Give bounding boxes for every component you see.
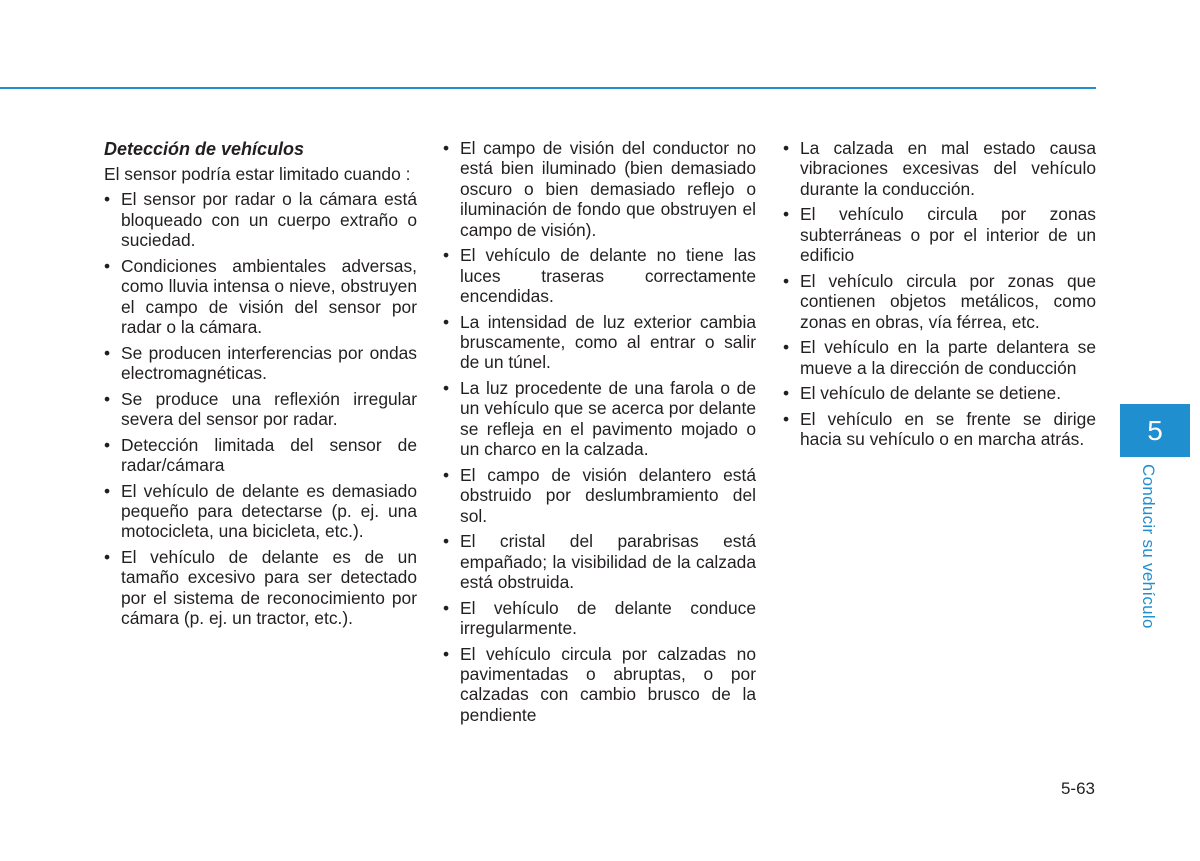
list-item: • El vehículo en la parte delantera se mueve a la dirección de conducción (783, 337, 1096, 378)
bullet-list-1 (104, 189, 417, 628)
column-3 (783, 138, 1096, 455)
list-item: • El vehículo de delante es de un tamaño excesivo para ser detectado por el sistema de reconocimiento por cámara (p. ej. un tractor, etc.). (104, 547, 417, 629)
list-item: • El vehículo en se frente se dirige hacia su vehículo o en marcha atrás. (783, 409, 1096, 450)
column-1 (104, 138, 417, 634)
list-item: • El vehículo circula por zonas subterráneas o por el interior de un edificio (783, 204, 1096, 265)
list-item: • Detección limitada del sensor de radar/cámara (104, 435, 417, 476)
list-item: • La calzada en mal estado causa vibraciones excesivas del vehículo durante la conducción. (783, 138, 1096, 199)
page-number: 5-63 (1060, 779, 1095, 798)
section-title: Detección de vehículos (104, 139, 305, 159)
list-item: • El campo de visión delantero está obstruido por deslumbramiento del sol. (443, 465, 756, 526)
list-item: • El sensor por radar o la cámara está bloqueado con un cuerpo extraño o suciedad. (104, 189, 417, 250)
list-item: • El vehículo de delante es demasiado pequeño para detectarse (p. ej. una motocicleta, una bicicleta, etc.). (104, 481, 417, 542)
bullet-list-3 (783, 138, 1096, 450)
list-item: • La intensidad de luz exterior cambia bruscamente, como al entrar o salir de un túnel. (443, 312, 756, 373)
list-item: • El vehículo circula por calzadas no pavimentadas o abruptas, o por calzadas con cambio brusco de la pendiente (443, 644, 756, 726)
list-item: • El vehículo de delante no tiene las luces traseras correctamente encendidas. (443, 245, 756, 306)
list-item: • Se produce una reflexión irregular severa del sensor por radar. (104, 389, 417, 430)
list-item: • El vehículo de delante se detiene. (783, 383, 1096, 403)
header-rule (0, 87, 1096, 89)
chapter-title: Conducir su vehículo (1139, 464, 1158, 629)
list-item: • El vehículo de delante conduce irregularmente. (443, 598, 756, 639)
list-item: • La luz procedente de una farola o de un vehículo que se acerca por delante se refleja en el pavimento mojado o un charco en la calzada. (443, 378, 756, 460)
column-2 (443, 138, 756, 730)
list-item: • El campo de visión del conductor no está bien iluminado (bien demasiado oscuro o bien demasiado reflejo o iluminación de fondo que obstruyen el campo de visión). (443, 138, 756, 240)
list-item: • Condiciones ambientales adversas, como lluvia intensa o nieve, obstruyen el campo de visión del sensor por radar o la cámara. (104, 256, 417, 338)
chapter-number-tab: 5 (1120, 404, 1190, 457)
list-item: • El cristal del parabrisas está empañado; la visibilidad de la calzada está obstruida. (443, 531, 756, 592)
list-item: • Se producen interferencias por ondas electromagnéticas. (104, 343, 417, 384)
section-intro: El sensor podría estar limitado cuando : (104, 164, 411, 184)
list-item: • El vehículo circula por zonas que contienen objetos metálicos, como zonas en obras, vía férrea, etc. (783, 271, 1096, 332)
bullet-list-2 (443, 138, 756, 725)
